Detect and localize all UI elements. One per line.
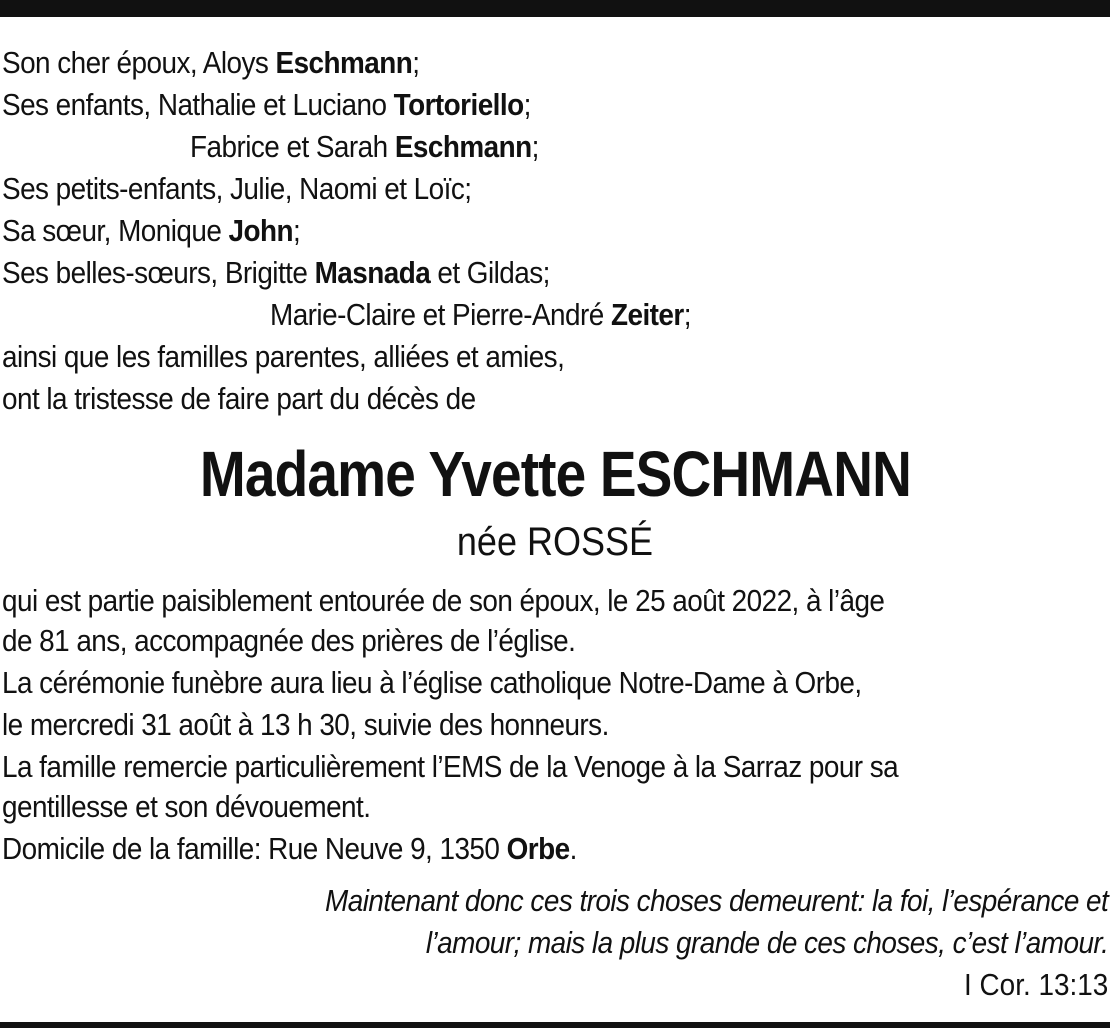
family-line-sisters-in-law: Ses belles-sœurs, Brigitte Masnada et Gildas; [2, 255, 550, 290]
announcement-line: ont la tristesse de faire part du décès de [2, 381, 476, 416]
family-line-children: Ses enfants, Nathalie et Luciano Tortoriello; [2, 87, 531, 122]
body-line-1: qui est partie paisiblement entourée de son époux, le 25 août 2022, à l’âge [2, 583, 885, 618]
body-line-4: le mercredi 31 août à 13 h 30, suivie des honneurs. [2, 707, 609, 742]
family-line-sister: Sa sœur, Monique John; [2, 213, 301, 248]
body-line-5: La famille remercie particulièrement l’EMS de la Venoge à la Sarraz pour sa [2, 749, 899, 784]
family-line-children-2: Fabrice et Sarah Eschmann; [190, 129, 539, 164]
family-line-grandchildren: Ses petits-enfants, Julie, Naomi et Loïc; [2, 171, 472, 206]
top-border-rule [0, 0, 1110, 17]
family-line-relatives: ainsi que les familles parentes, alliées et amies, [2, 339, 565, 374]
bottom-border-rule [0, 1022, 1110, 1028]
body-line-3: La cérémonie funèbre aura lieu à l’église catholique Notre-Dame à Orbe, [2, 665, 862, 700]
verse-line-1: Maintenant donc ces trois choses demeurent: la foi, l’espérance et [324, 883, 1108, 918]
body-line-2: de 81 ans, accompagnée des prières de l’église. [2, 623, 576, 658]
verse-line-2: l’amour; mais la plus grande de ces choses, c’est l’amour. [425, 925, 1108, 960]
family-line-sisters-in-law-2: Marie-Claire et Pierre-André Zeiter; [270, 297, 691, 332]
family-line-husband: Son cher époux, Aloys Eschmann; [2, 45, 420, 80]
verse-reference: I Cor. 13:13 [963, 967, 1108, 1002]
deceased-name: Madame Yvette ESCHMANN [199, 438, 911, 510]
maiden-name: née ROSSÉ [456, 520, 654, 564]
body-line-6: gentillesse et son dévouement. [2, 789, 371, 824]
domicile-line: Domicile de la famille: Rue Neuve 9, 1350 Orbe. [2, 831, 577, 866]
